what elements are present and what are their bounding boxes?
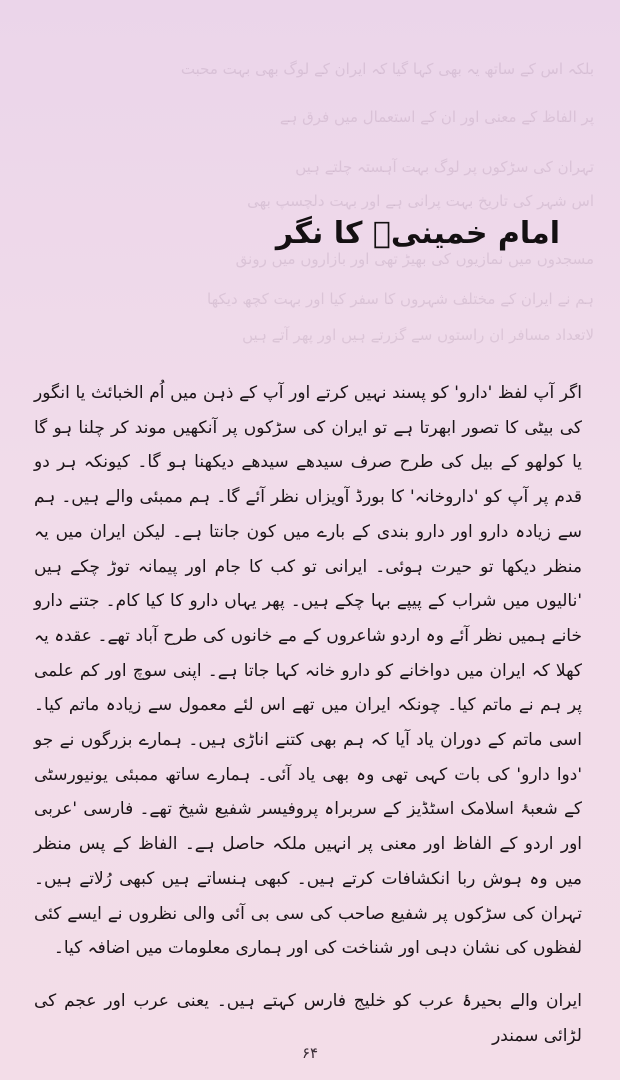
bleed-through-text: مسجدوں میں نمازیوں کی بھیڑ تھی اور بازاروں میں رونق	[235, 250, 594, 268]
paragraph: ایران والے بحیرۂ عرب کو خلیج فارس کہتے ہیں۔ یعنی عرب اور عجم کی لڑائی سمندر	[34, 990, 582, 1046]
bleed-through-text: بلکہ اس کے ساتھ یہ بھی کہا گیا کہ ایران کے لوگ بھی بہت محبت	[180, 60, 594, 78]
article-body	[34, 376, 582, 1053]
bleed-through-text: ہم نے ایران کے مختلف شہروں کا سفر کیا اور بہت کچھ دیکھا	[207, 290, 594, 308]
chapter-title: امام خمینیؒ کا نگر	[275, 216, 560, 251]
page-number: ۶۴	[301, 1044, 319, 1062]
bleed-through-text: لاتعداد مسافر ان راستوں سے گزرتے ہیں اور پھر آتے ہیں	[242, 326, 594, 344]
bleed-through-text: اس شہر کی تاریخ بہت پرانی ہے اور بہت دلچسپ بھی	[247, 192, 594, 210]
paragraph: اگر آپ لفظ 'دارو' کو پسند نہیں کرتے اور آپ کے ذہن میں اُم الخبائث یا انگور کی بیٹی کا تصور ابھرتا ہے تو ایران کی سڑکوں پر آنکھیں موند کر چلنا ہو گا یا کولھو کے بیل کی طرح صرف سیدھے سیدھے دیکھنا ہو گا۔ کیونکہ ہر دو قدم پر آپ کو 'داروخانہ' کا بورڈ آویزاں نظر آئے گا۔ ہم ممبئی والے ہیں۔ ہم سے زیادہ دارو اور دارو بندی کے بارے میں کون جانتا ہے۔ لیکن ایران میں یہ منظر دیکھا تو حیرت ہوئی۔ ایرانی تو کب کا جام اور پیمانہ توڑ چکے ہیں 'نالیوں میں شراب کے پیپے بہا چکے ہیں۔ پھر یہاں دارو کا کیا کام۔ جتنے دارو خانے ہمیں نظر آئے وہ اردو شاعروں کے مے خانوں کی طرح آباد تھے۔ عقدہ یہ کھلا کہ ایران میں دواخانے کو دارو خانہ کہا جاتا ہے۔ اپنی سوچ اور کم علمی پر ہم نے ماتم کیا۔ چونکہ ایران میں تھے اس لئے معمول سے زیادہ ماتم کیا۔ اسی ماتم کے دوران یاد آیا کہ ہم بھی کتنے اناڑی ہیں۔ ہمارے بزرگوں نے جو 'دوا دارو' کی بات کہی تھی وہ بھی یاد آئی۔ ہمارے ساتھ ممبئی یونیورسٹی کے شعبۂ اسلامک اسٹڈیز کے سربراہ پروفیسر شفیع شیخ تھے۔ فارسی 'عربی اور اردو کے الفاظ اور معنی پر انہیں ملکہ حاصل ہے۔ الفاظ کے پس منظر میں وہ ہوش ربا انکشافات کرتے ہیں۔ کبھی ہنساتے ہیں کبھی رُلاتے ہیں۔ تہران کی سڑکوں پر شفیع صاحب کی سی بی آئی والی نظروں نے ایسے کئی لفظوں کی نشان دہی اور شناخت کی اور ہماری معلومات میں اضافہ کیا۔	[34, 383, 582, 959]
bleed-through-text: تہران کی سڑکوں پر لوگ بہت آہستہ چلتے ہیں	[295, 158, 594, 176]
bleed-through-text: پر الفاظ کے معنی اور ان کے استعمال میں فرق ہے	[279, 108, 594, 126]
